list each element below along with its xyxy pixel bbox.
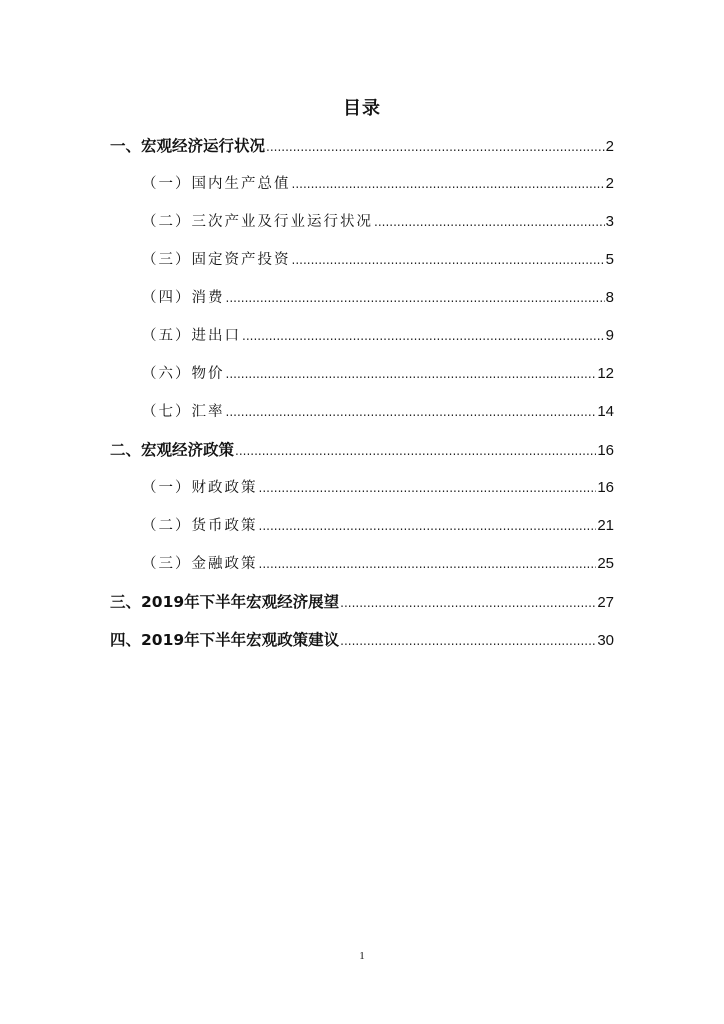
toc-entry-page: 2 bbox=[605, 138, 614, 155]
toc-entry-gdp[interactable] bbox=[142, 172, 614, 196]
toc-entry-label: （一）国内生产总值 bbox=[142, 176, 291, 192]
toc-entry-page: 21 bbox=[597, 517, 614, 534]
page-number: 1 bbox=[359, 950, 365, 962]
dot-leader bbox=[292, 172, 605, 196]
toc-entry-fixed-investment[interactable] bbox=[142, 248, 614, 272]
dot-leader bbox=[340, 591, 596, 615]
dot-leader bbox=[226, 286, 605, 310]
toc-entry-label: （七）汇率 bbox=[142, 404, 225, 420]
toc-entry-page: 16 bbox=[597, 479, 614, 496]
dot-leader bbox=[259, 552, 597, 576]
toc-entry-fiscal-policy[interactable] bbox=[142, 476, 614, 500]
toc-entry-label: （二）三次产业及行业运行状况 bbox=[142, 214, 373, 230]
dot-leader bbox=[340, 629, 596, 653]
toc-entry-page: 12 bbox=[597, 365, 614, 382]
dot-leader bbox=[226, 362, 597, 386]
toc-entry-label: （三）金融政策 bbox=[142, 556, 258, 572]
toc-entry-label: 二、宏观经济政策 bbox=[110, 441, 235, 459]
toc-entry-page: 25 bbox=[597, 555, 614, 572]
toc-entry-page: 14 bbox=[597, 403, 614, 420]
toc-entry-label: 三、2019年下半年宏观经济展望 bbox=[110, 593, 340, 611]
dot-leader bbox=[374, 210, 605, 234]
toc-entry-industry[interactable] bbox=[142, 210, 614, 234]
toc-entry-financial-policy[interactable] bbox=[142, 552, 614, 576]
toc-entry-page: 2 bbox=[605, 175, 614, 192]
toc-entry-page: 3 bbox=[605, 213, 614, 230]
toc-entry-page: 27 bbox=[597, 594, 614, 611]
toc-entry-label: 一、宏观经济运行状况 bbox=[110, 137, 266, 155]
toc-entry-label: （四）消费 bbox=[142, 290, 225, 306]
toc-entry-label: 四、2019年下半年宏观政策建议 bbox=[110, 631, 340, 649]
dot-leader bbox=[259, 514, 597, 538]
toc-entry-exchange-rate[interactable] bbox=[142, 400, 614, 424]
toc-entry-page: 8 bbox=[605, 289, 614, 306]
toc-entry-trade[interactable] bbox=[142, 324, 614, 348]
dot-leader bbox=[242, 324, 605, 348]
toc-entry-page: 30 bbox=[597, 632, 614, 649]
toc-entry-consumption[interactable] bbox=[142, 286, 614, 310]
toc-title: 目录 bbox=[343, 98, 381, 119]
toc-entry-label: （六）物价 bbox=[142, 366, 225, 382]
toc-entry-label: （一）财政政策 bbox=[142, 480, 258, 496]
dot-leader bbox=[266, 135, 605, 159]
toc-entry-label: （二）货币政策 bbox=[142, 518, 258, 534]
dot-leader bbox=[292, 248, 605, 272]
toc-entry-page: 5 bbox=[605, 251, 614, 268]
toc-entry-section-2[interactable] bbox=[110, 438, 614, 462]
toc-entry-label: （五）进出口 bbox=[142, 328, 241, 344]
dot-leader bbox=[259, 476, 597, 500]
toc-entry-prices[interactable] bbox=[142, 362, 614, 386]
toc-entry-label: （三）固定资产投资 bbox=[142, 252, 291, 268]
dot-leader bbox=[226, 400, 597, 424]
toc-entry-section-3[interactable] bbox=[110, 590, 614, 614]
toc-entry-monetary-policy[interactable] bbox=[142, 514, 614, 538]
toc-entry-page: 16 bbox=[597, 442, 614, 459]
toc-entry-page: 9 bbox=[605, 327, 614, 344]
dot-leader bbox=[235, 439, 596, 463]
toc-entry-section-1[interactable] bbox=[110, 134, 614, 158]
toc-entry-section-4[interactable] bbox=[110, 628, 614, 652]
